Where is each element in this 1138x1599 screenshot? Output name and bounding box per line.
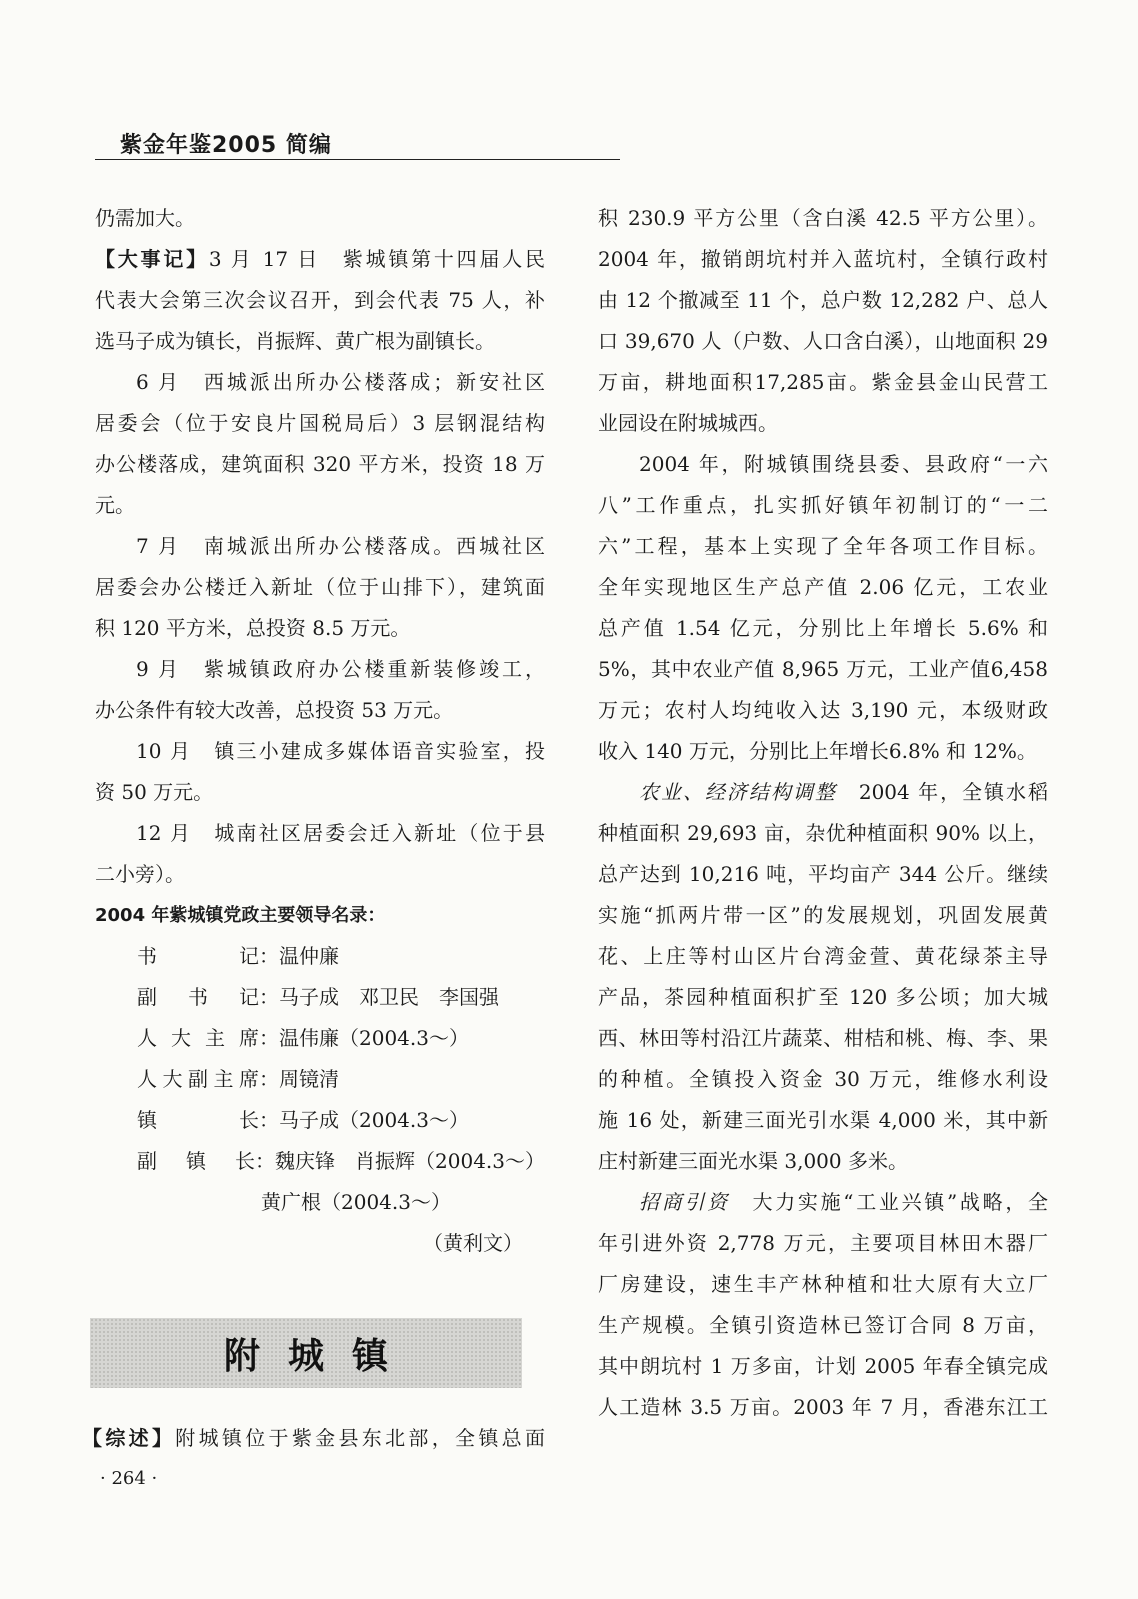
events-first-line	[95, 239, 545, 280]
text-line: 人工造林 3.5 万亩。2003 年 7 月，香港东江工	[598, 1395, 1048, 1419]
leader-names-continued: 黄广根（2004.3～）	[261, 1190, 451, 1214]
events-mark: 【大事记】	[95, 247, 209, 271]
text-line: 仍需加大。	[95, 206, 195, 230]
section-banner	[90, 1318, 522, 1388]
text-line: 居委会办公楼迁入新址（位于山排下），建筑面	[95, 575, 545, 599]
text-line: 西、林田等村沿江片蔬菜、柑桔和桃、梅、李、果	[598, 1026, 1048, 1050]
text-line: 六”工程，基本上实现了全年各项工作目标。	[598, 534, 1048, 558]
text-line: 业园设在附城城西。	[598, 411, 778, 435]
text-line: 年引进外资 2,778 万元，主要项目林田木器厂	[598, 1231, 1048, 1255]
text-line: 办公楼落成，建筑面积 320 平方米，投资 18 万	[95, 452, 545, 476]
text-line: 万亩，耕地面积17,285亩。紫金县金山民营工	[598, 370, 1048, 394]
text-line: 2004 年，附城镇围绕县委、县政府“一六	[639, 452, 1048, 476]
text-line: 二小旁）。	[95, 862, 185, 886]
text-line: 资 50 万元。	[95, 780, 214, 804]
summary-paragraph	[82, 1418, 545, 1459]
text-line: 八”工作重点，扎实抓好镇年初制订的“一二	[598, 493, 1048, 517]
leader-names: ：周镜清	[259, 1067, 339, 1091]
agri-first-line	[598, 772, 1048, 813]
leader-title: 人大主席	[137, 1026, 259, 1050]
page-number: · 264 ·	[100, 1468, 158, 1489]
text-line: 实施“抓两片带一区”的发展规划，巩固发展黄	[598, 903, 1048, 927]
text-line: 积 120 平方米，总投资 8.5 万元。	[95, 616, 411, 640]
leader-list-title: 2004 年紫城镇党政主要领导名录：	[95, 905, 386, 926]
leader-row	[95, 977, 545, 1018]
header-rule	[95, 159, 620, 160]
text-line: 产品，茶园种植面积扩至 120 多公顷；加大城	[598, 985, 1048, 1009]
text-line: 6 月 西城派出所办公楼落成；新安社区	[136, 370, 545, 394]
text-line: 2004 年，撤销朗坑村并入蓝坑村，全镇行政村	[598, 247, 1048, 271]
text-line: 庄村新建三面光水渠 3,000 多米。	[598, 1149, 908, 1173]
text-line: 厂房建设，速生丰产林种植和壮大原有大立厂	[598, 1272, 1048, 1296]
text-line: 办公条件有较大改善，总投资 53 万元。	[95, 698, 454, 722]
summary-line	[82, 1418, 545, 1459]
agri-first-text: 2004 年，全镇水稻	[858, 780, 1048, 804]
text-line: 生产规模。全镇引资造林已签订合同 8 万亩，	[598, 1313, 1048, 1337]
text-line: 花、上庄等村山区片台湾金萱、黄花绿茶主导	[598, 944, 1048, 968]
text-line: 9 月 紫城镇政府办公楼重新装修竣工，	[136, 657, 545, 681]
summary-mark: 【综述】	[82, 1426, 176, 1450]
text-line: 万元；农村人均纯收入达 3,190 元，本级财政	[598, 698, 1048, 722]
text-line: 代表大会第三次会议召开，到会代表 75 人，补	[95, 288, 545, 312]
text-line: 的种植。全镇投入资金 30 万元，维修水利设	[598, 1067, 1048, 1091]
text-line: 10 月 镇三小建成多媒体语音实验室，投	[136, 739, 545, 763]
right-column	[598, 198, 1048, 1428]
text-line: 积 230.9 平方公里（含白溪 42.5 平方公里）。	[598, 206, 1048, 230]
leader-row	[95, 1141, 545, 1182]
leader-title: 书记	[137, 944, 259, 968]
leader-names: ：温伟廉（2004.3～）	[259, 1026, 469, 1050]
leader-row	[95, 936, 545, 977]
section-title: 附城镇	[223, 1335, 416, 1377]
text-line: 居委会（位于安良片国税局后）3 层钢混结构	[95, 411, 545, 435]
text-line: 全年实现地区生产总产值 2.06 亿元，工农业	[598, 575, 1048, 599]
text-line: 总产值 1.54 亿元，分别比上年增长 5.6% 和	[598, 616, 1048, 640]
invest-first-line	[598, 1182, 1048, 1223]
text-line: 7 月 南城派出所办公楼落成。西城社区	[136, 534, 545, 558]
leader-names: ：温仲廉	[259, 944, 339, 968]
text-line: 种植面积 29,693 亩，杂优种植面积 90% 以上，	[598, 821, 1048, 845]
text-line: 12 月 城南社区居委会迁入新址（位于县	[136, 821, 545, 845]
text-line: 选马子成为镇长，肖振辉、黄广根为副镇长。	[95, 329, 495, 353]
leader-title: 镇长	[137, 1108, 259, 1132]
invest-keyword: 招商引资	[639, 1190, 730, 1214]
left-column	[95, 198, 545, 1264]
leader-row	[95, 1059, 545, 1100]
summary-text: 附城镇位于紫金县东北部，全镇总面	[175, 1426, 546, 1450]
leader-title: 副书记	[137, 985, 259, 1009]
leader-names: ：魏庆锋 肖振辉（2004.3～）	[255, 1149, 545, 1173]
text-line: 由 12 个撤减至 11 个，总户数 12,282 户、总人	[598, 288, 1048, 312]
text-line: 其中朗坑村 1 万多亩，计划 2005 年春全镇完成	[598, 1354, 1048, 1378]
events-first-text: 3 月 17 日 紫城镇第十四届人民	[208, 247, 546, 271]
text-line: 施 16 处，新建三面光引水渠 4,000 米，其中新	[598, 1108, 1048, 1132]
leader-title: 副镇长	[137, 1149, 256, 1173]
leader-row	[95, 1018, 545, 1059]
invest-first-text: 大力实施“工业兴镇”战略，全	[752, 1190, 1049, 1214]
leader-row	[95, 1100, 545, 1141]
text-line: 5%，其中农业产值 8,965 万元，工业产值6,458	[598, 657, 1048, 681]
text-line: 总产达到 10,216 吨，平均亩产 344 公斤。继续	[598, 862, 1048, 886]
leader-names: ：马子成 邓卫民 李国强	[259, 985, 499, 1009]
agri-keyword: 农业、经济结构调整	[639, 780, 837, 804]
text-line: 元。	[95, 493, 135, 517]
running-header-title: 紫金年鉴2005 简编	[120, 133, 332, 158]
leader-names: ：马子成（2004.3～）	[259, 1108, 469, 1132]
leader-title: 人大副主席	[137, 1067, 259, 1091]
text-line: 收入 140 万元，分别比上年增长6.8% 和 12%。	[598, 739, 1037, 763]
author-credit: （黄利文）	[423, 1231, 523, 1255]
text-line: 口 39,670 人（户数、人口含白溪），山地面积 29	[598, 329, 1048, 353]
